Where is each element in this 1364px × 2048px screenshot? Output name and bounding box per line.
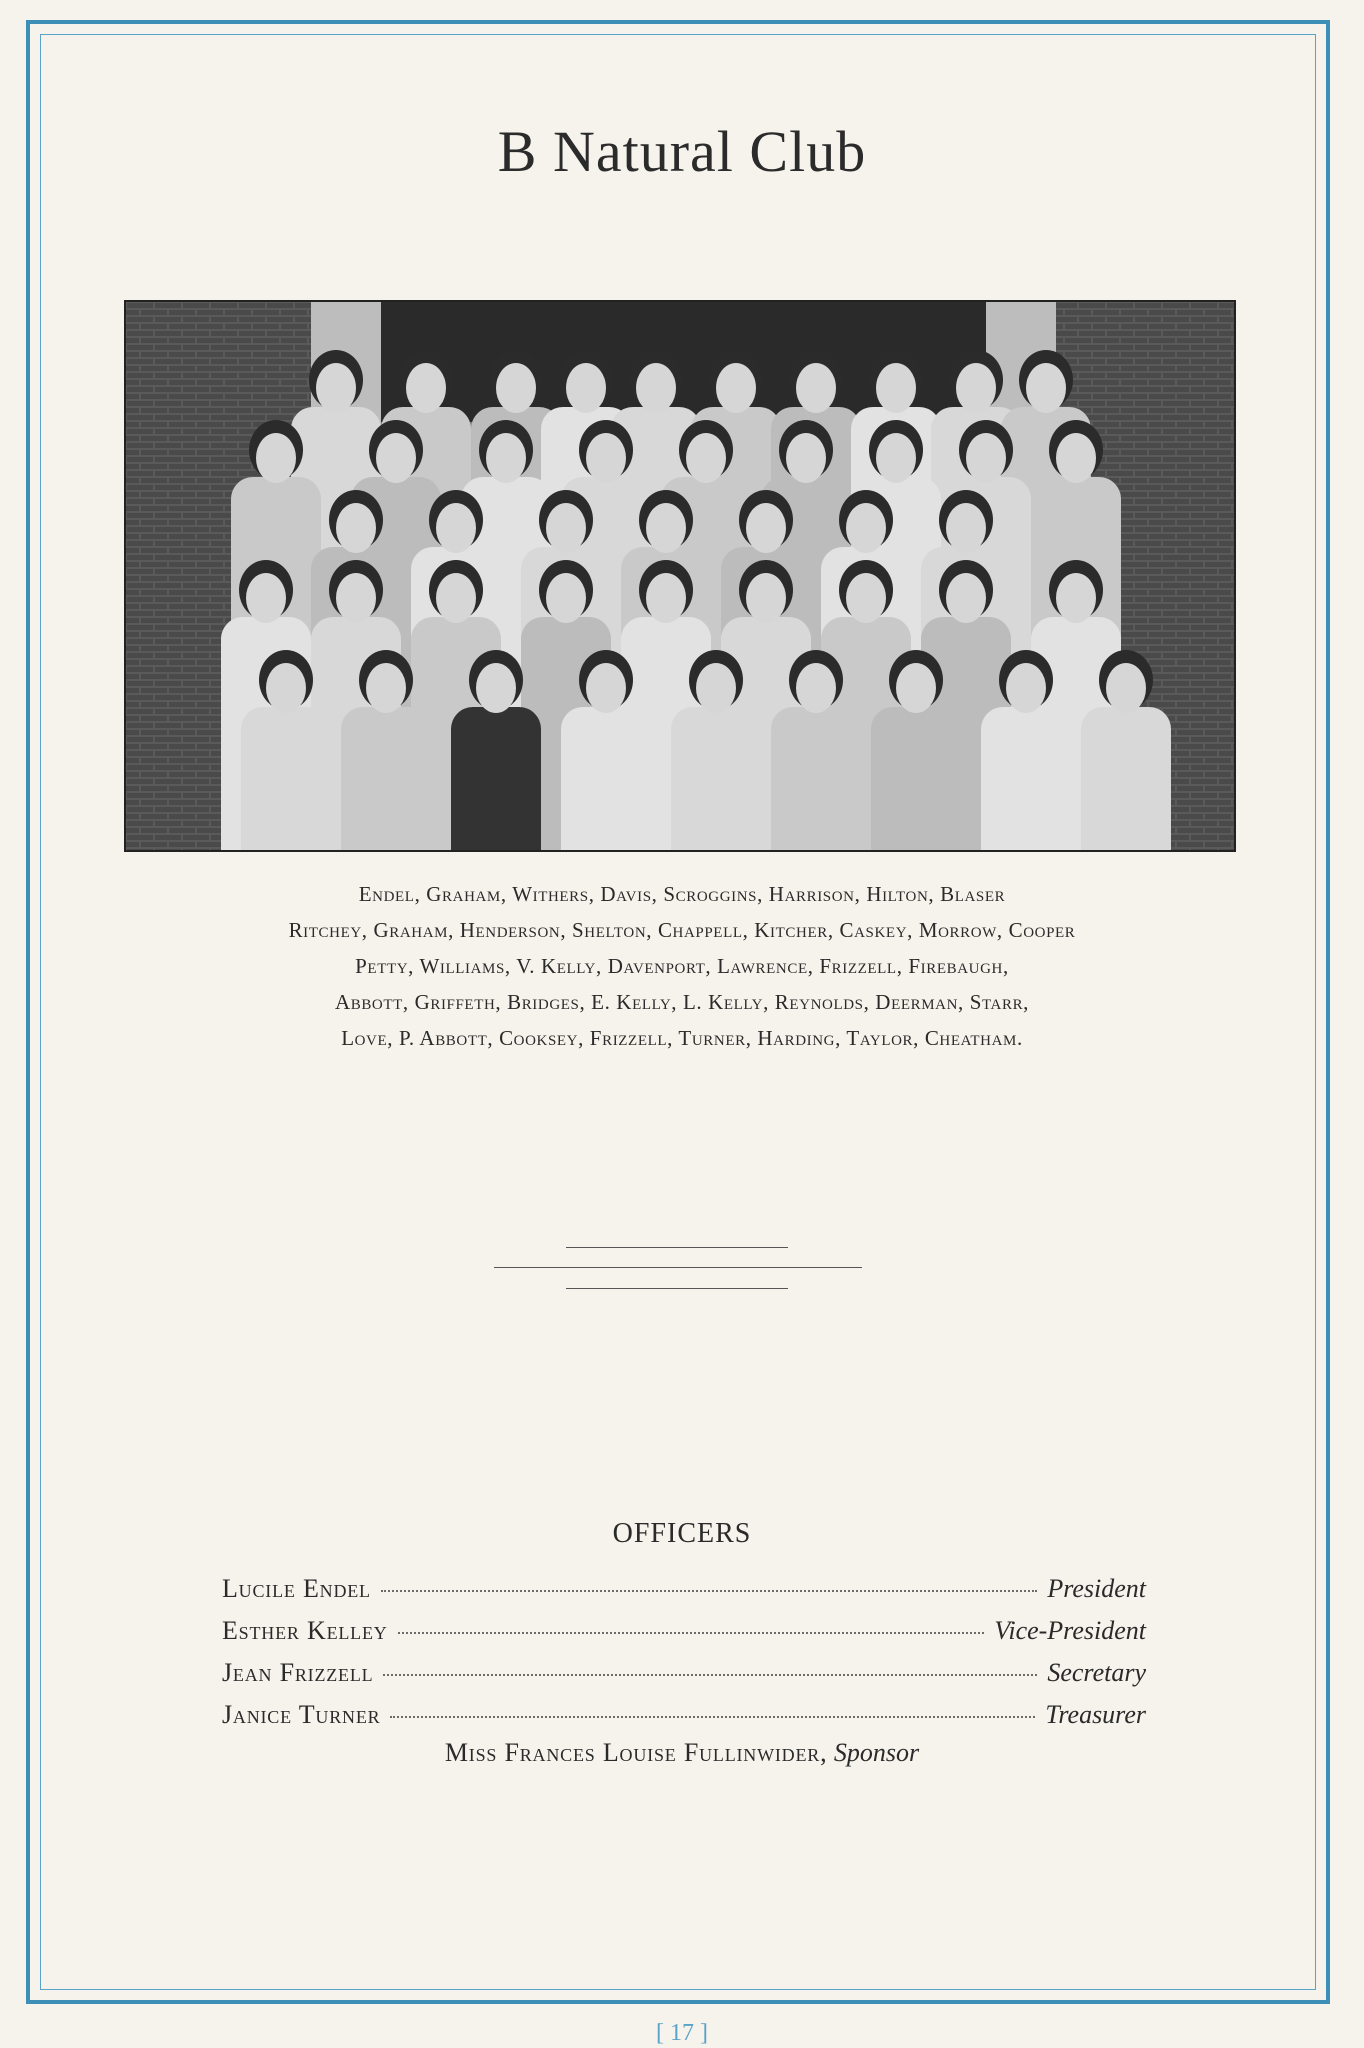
officer-row [222,1700,1146,1734]
caption-line: Love, P. Abbott, Cooksey, Frizzell, Turner, Harding, Taylor, Cheatham. [341,1026,1023,1050]
officer-row [222,1616,1146,1650]
officer-title: Secretary [1047,1658,1146,1687]
officers-heading: OFFICERS [612,1518,752,1549]
sponsor-role: Sponsor [833,1738,920,1767]
leader-dots [390,1716,1035,1718]
leader-dots [381,1590,1037,1592]
caption-line: Endel, Graham, Withers, Davis, Scroggins, Harrison, Hilton, Blaser [358,882,1006,906]
caption-line: Abbott, Griffeth, Bridges, E. Kelly, L. Kelly, Reynolds, Deerman, Starr, [334,990,1030,1014]
sponsor-line [0,1738,1364,1768]
page-title: B Natural Club [497,119,867,184]
officer-name: Jean Frizzell [222,1658,374,1687]
leader-dots [398,1632,985,1634]
officer-row [222,1658,1146,1692]
officer-title: Vice-President [994,1616,1146,1645]
group-photo [124,300,1236,852]
officer-name: Lucile Endel [222,1574,371,1603]
officer-title: President [1047,1574,1146,1603]
officer-name: Esther Kelley [222,1616,388,1645]
officer-name: Janice Turner [222,1700,381,1729]
caption-line: Ritchey, Graham, Henderson, Shelton, Chappell, Kitcher, Caskey, Morrow, Cooper [288,918,1076,942]
club-members [221,350,1171,850]
page-number: [ 17 ] [656,2020,708,2046]
sponsor-name: Miss Frances Louise Fullinwider, [444,1738,828,1767]
photo-caption [120,876,1244,1056]
officer-title: Treasurer [1045,1700,1146,1729]
leader-dots [383,1674,1037,1676]
caption-line: Petty, Williams, V. Kelly, Davenport, Lawrence, Frizzell, Firebaugh, [355,954,1009,978]
officer-row [222,1574,1146,1608]
